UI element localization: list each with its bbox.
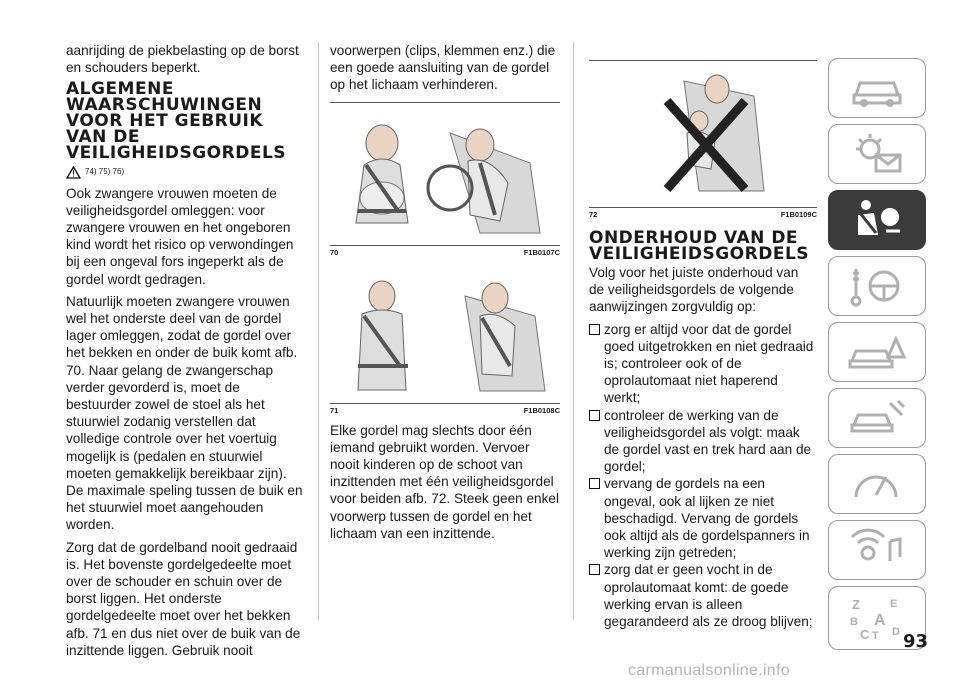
intro-text: aanrijding de piekbelasting op de borst en schouders beperkt. <box>66 43 299 76</box>
index-letter: C <box>860 627 870 641</box>
child-on-lap-prohibited-illustration <box>589 61 817 207</box>
warning-triangle-icon <box>66 166 81 179</box>
intro-text: Volg voor het juiste onderhoud van de veiligheidsgordels de volgende aanwijzingen zorgvuldig op: <box>589 265 799 315</box>
warning-references <box>66 163 304 180</box>
bullet-item <box>589 407 817 476</box>
tab-vehicle[interactable] <box>828 58 926 118</box>
paragraph: Zorg dat de gordelband nooit gedraaid is. Het bovenste gordelgedeelte moet over de schouder en schuin over de borst liggen. Het onderste gordelgedeelte moet over het bekken afb. 71 en dus niet over de buik van de inzittende liggen. Gebruik nooit <box>66 539 301 658</box>
column-divider <box>573 42 574 620</box>
index-letter: D <box>892 626 900 638</box>
figure-code: F1B0109C <box>780 210 817 219</box>
column-3 <box>589 60 817 630</box>
figure-70 <box>330 102 560 258</box>
tab-starting-driving[interactable] <box>828 256 926 316</box>
tab-maintenance[interactable] <box>828 388 926 448</box>
index-letter: B <box>850 616 858 628</box>
column-1 <box>66 42 304 664</box>
bullet-text: zorg dat er geen vocht in de oprolautomaat komt: de goede werking ervan is alleen gegarandeerd als ze droog blijven; <box>604 562 813 630</box>
figure-number: 71 <box>330 405 339 415</box>
bullet-item <box>589 475 817 561</box>
bullet-text: vervang de gordels na een ongeval, ook al lijken ze niet beschadigd. Vervang de gordels ook altijd als de gordelspanners in werking zijn getreden; <box>604 476 810 561</box>
figure-70-caption <box>330 245 560 258</box>
bullet-box-icon <box>589 478 600 489</box>
section-heading-maintenance: ONDERHOUD VAN DE VEILIGHEIDSGORDELS <box>589 228 810 264</box>
paragraph: Natuurlijk moeten zwangere vrouwen wel het onderste deel van de gordel lager omleggen, zodat de gordel over het bekken en onder de buik komt afb. 70. Naar gelang de zwangerschap verder gevorderd is, moet de bestuurder zowel de stoel als het stuurwiel zodanig verstellen dat volledige controle over het voertuig mogelijk is (pedalen en stuurwiel moeten gemakkelijk bereikbaar zijn). De maximale speling tussen de buik en het stuurwiel moet aangehouden worden. <box>66 293 303 533</box>
index-letter: E <box>890 598 898 610</box>
figure-72-caption <box>589 207 817 220</box>
figure-72-image <box>589 60 817 207</box>
bullet-box-icon <box>589 410 600 421</box>
index-letter: Z <box>852 597 860 612</box>
tab-dashboard-lights[interactable] <box>828 124 926 184</box>
figure-number: 70 <box>330 247 339 257</box>
seatbelt-position-illustration <box>330 266 560 403</box>
bullet-box-icon <box>589 324 600 335</box>
figure-number: 72 <box>589 210 598 219</box>
index-letter: A <box>874 612 886 629</box>
wrench-car-icon <box>846 395 908 441</box>
multimedia-signal-icon <box>846 527 908 573</box>
index-letters-icon <box>846 595 908 641</box>
bullet-text: zorg er altijd voor dat de gordel goed uitgetrokken en niet gedraaid is; controleer ook of de oprolautomaat niet haperend werkt; <box>604 321 814 406</box>
bullet-item <box>589 561 817 630</box>
figure-70-image <box>330 102 560 245</box>
car-breakdown-icon <box>846 329 908 375</box>
car-icon <box>846 65 908 111</box>
tab-safety[interactable] <box>828 190 926 250</box>
bullet-text: controleer de werking van de veiligheidsgordel als volgt: maak de gordel vast en trek hard aan de gordel; <box>604 407 812 475</box>
figure-71-caption <box>330 403 560 416</box>
figure-71-image <box>330 266 560 403</box>
pregnant-woman-seatbelt-illustration <box>330 103 560 245</box>
figure-71 <box>330 266 560 416</box>
page-number: 93 <box>903 631 929 652</box>
bullet-box-icon <box>589 564 600 575</box>
seatbelt-airbag-icon <box>846 197 908 243</box>
tab-technical-data[interactable] <box>828 454 926 514</box>
key-steering-wheel-icon <box>846 263 908 309</box>
column-2 <box>330 42 560 547</box>
warning-refs-text: 74) 75) 76) <box>85 167 125 177</box>
tab-multimedia[interactable] <box>828 520 926 580</box>
chapter-tabs <box>828 58 928 656</box>
figure-72 <box>589 60 817 220</box>
paragraph: Ook zwangere vrouwen moeten de veiligheidsgordel omleggen: voor zwangere vrouwen en het ongeboren kind wordt het risico op verwondingen bij een ongeval fors ingeperkt als de gordel wordt gedragen. <box>66 185 294 287</box>
paragraph: Elke gordel mag slechts door één iemand gebruikt worden. Vervoer nooit kinderen op de schoot van inzittenden met één veiligheidsgordel voor beiden afb. 72. Steek geen enkel voorwerp tussen de gordel en het lichaam van een inzittende. <box>330 422 559 541</box>
section-heading-general-warnings: ALGEMENE WAARSCHUWINGEN VOOR HET GEBRUIK VAN DE VEILIGHEIDSGORDELS <box>66 79 287 164</box>
index-letter: T <box>872 630 879 641</box>
column-divider <box>318 42 319 620</box>
gauge-icon <box>846 461 908 507</box>
warning-light-envelope-icon <box>846 131 908 177</box>
figure-code: F1B0107C <box>523 247 560 257</box>
intro-text: voorwerpen (clips, klemmen enz.) die een goede aansluiting van de gordel op het lichaam verhinderen. <box>330 43 556 93</box>
figure-code: F1B0108C <box>523 405 560 415</box>
watermark: carmanualsonline.info <box>628 662 790 679</box>
tab-emergency[interactable] <box>828 322 926 382</box>
bullet-item <box>589 321 817 407</box>
